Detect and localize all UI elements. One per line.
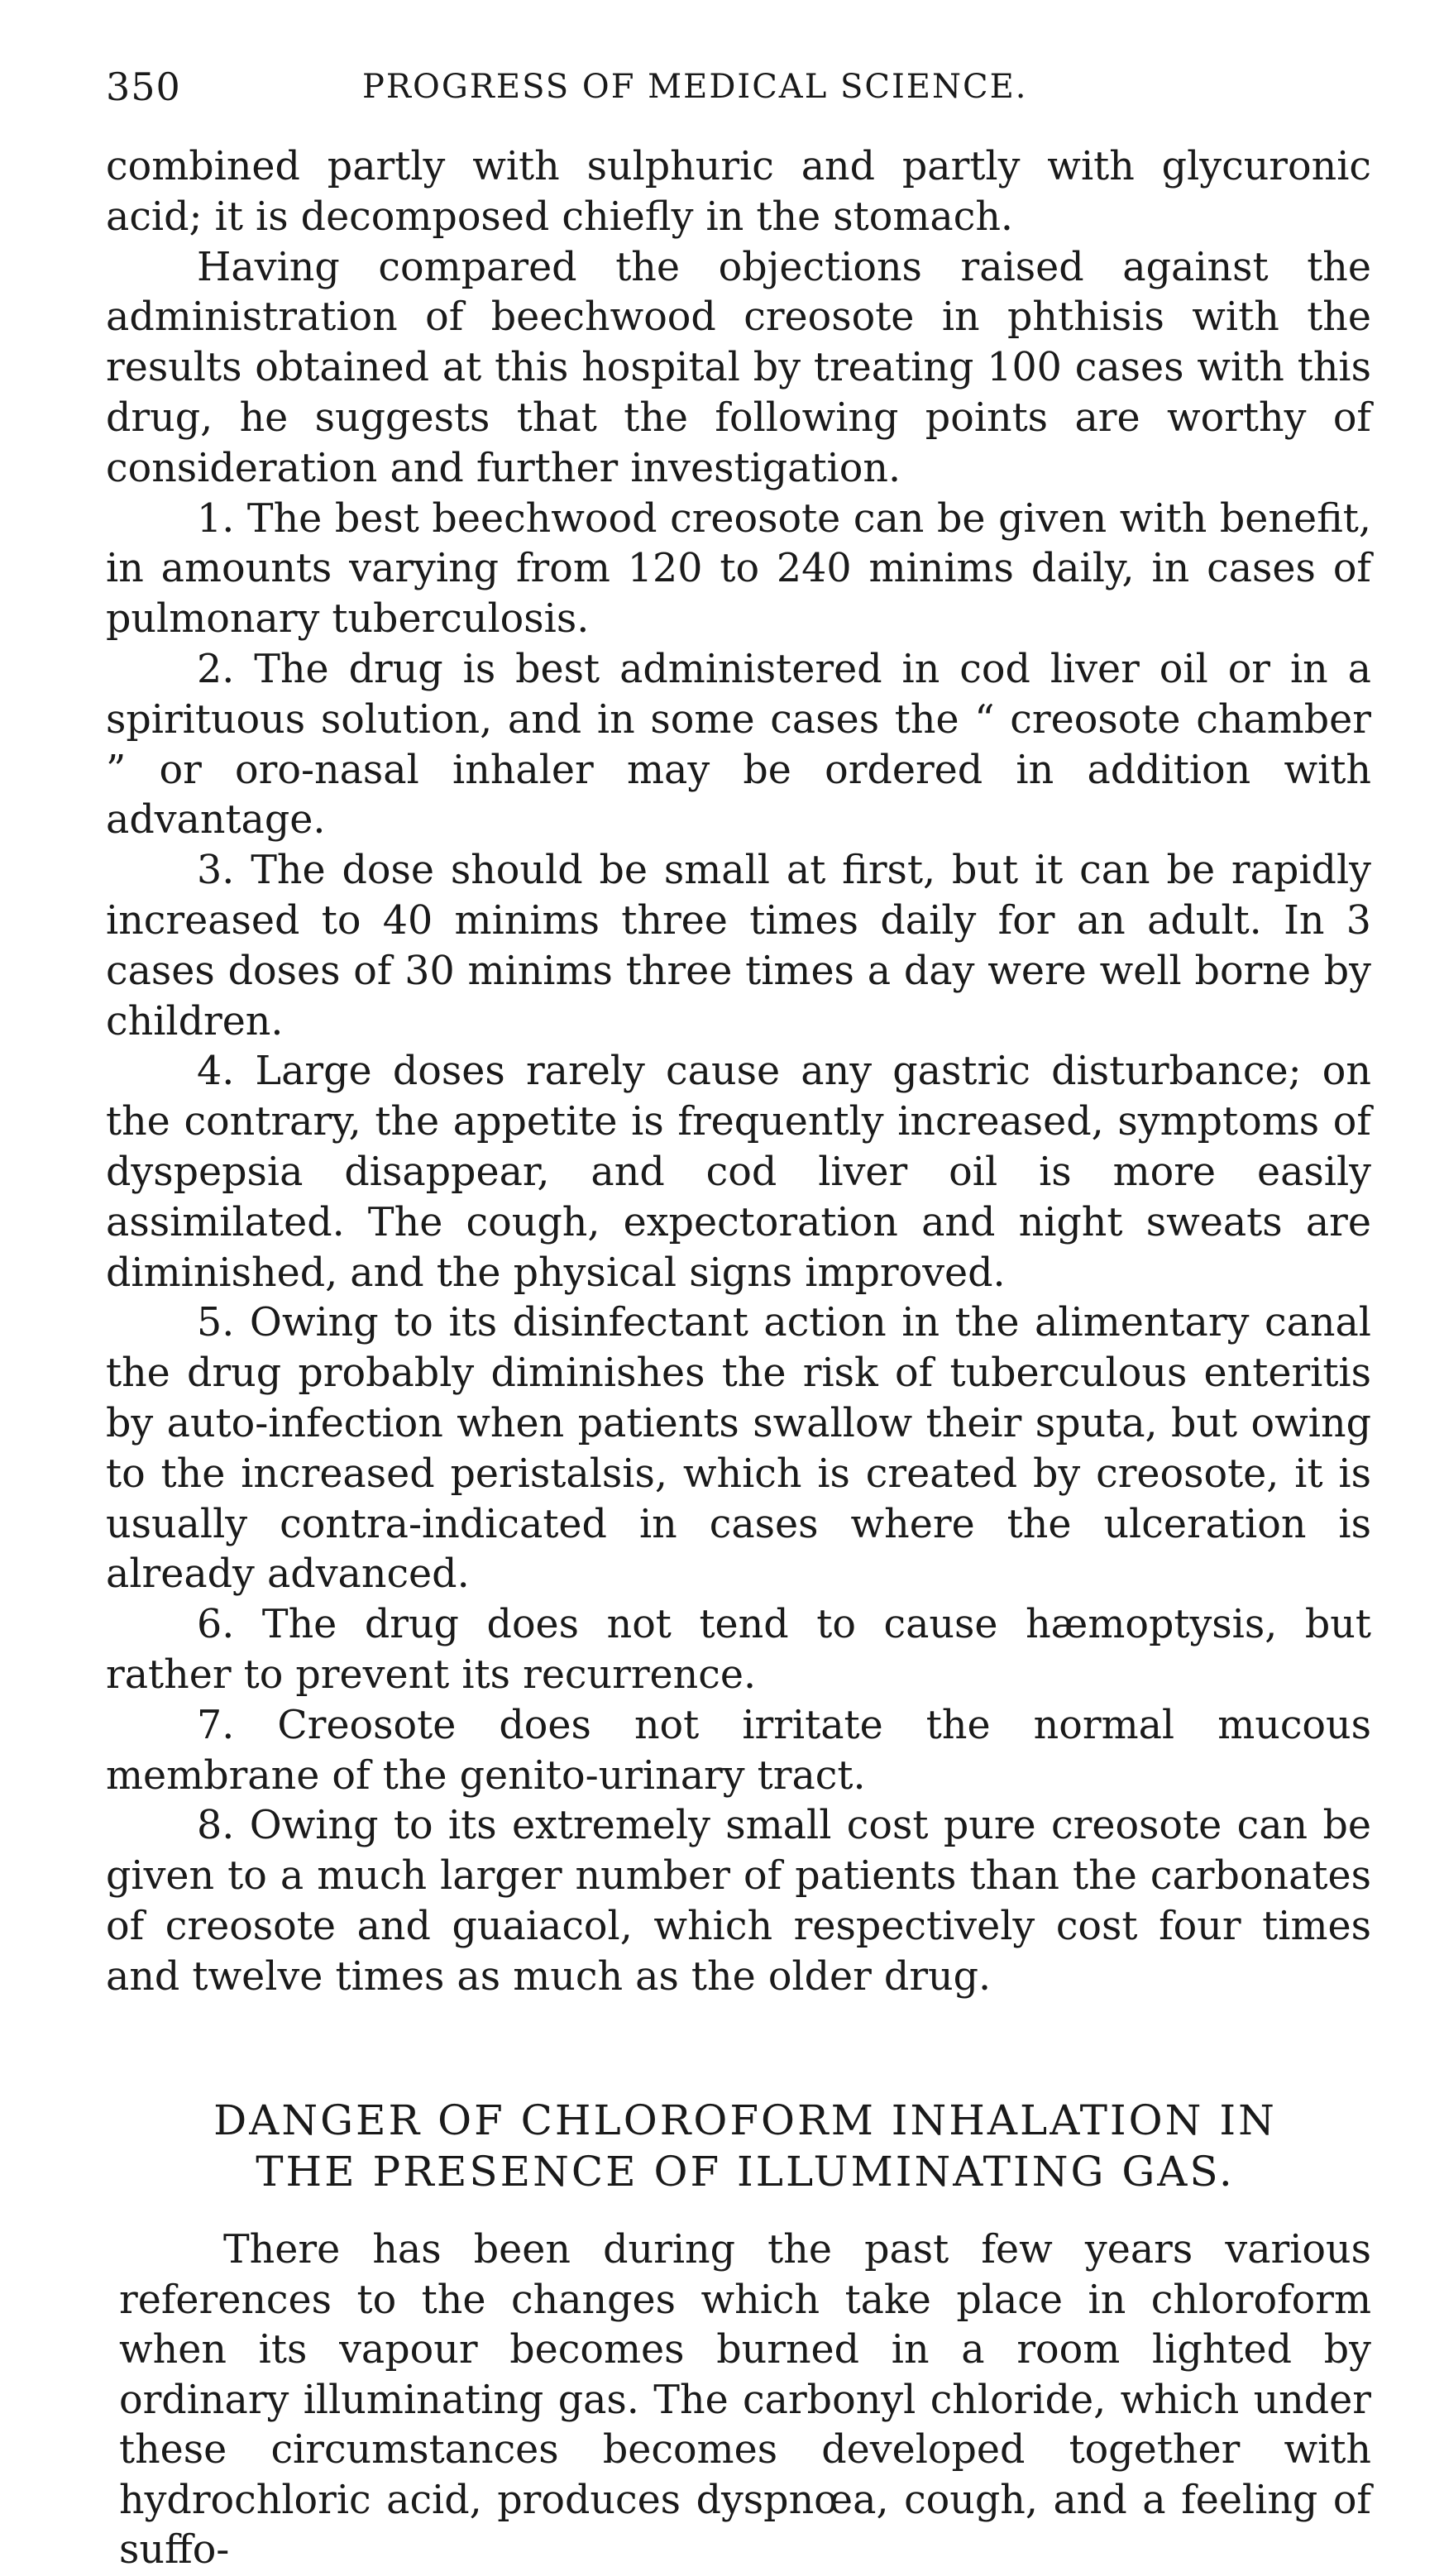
point-1: 1. The best beechwood creosote can be given with benefit, in amounts varying from 120 to 240 minims daily, in cases of pulmonary tuberculosis. — [106, 495, 1371, 643]
section-paragraph: There has been during the past few years various references to the changes which take place in chloroform when its vapour becomes burned in a room lighted by ordinary illuminating gas. The carbonyl chloride, which under these circumstances becomes developed together with hydrochloric acid, produces dyspnœa, cough, and a feeling of suffo- — [119, 2227, 1371, 2574]
section-body — [106, 2225, 1371, 2576]
continuation-paragraph: combined partly with sulphuric and partly with glycuronic acid; it is decomposed chiefly in the stomach. — [106, 144, 1371, 240]
running-title: PROGRESS OF MEDICAL SCIENCE. — [362, 68, 1028, 106]
section-heading — [106, 2095, 1371, 2197]
point-3: 3. The dose should be small at first, but it can be rapidly increased to 40 minims three times daily for an adult. In 3 cases doses of 30 minims three times a day were well borne by children. — [106, 848, 1371, 1044]
intro-paragraph: Having compared the objections raised against the administration of beechwood creosote in phthisis with the results obtained at this hospital by treating 100 cases with this drug, he suggests that the following points are worthy of consideration and further investigation. — [106, 244, 1371, 491]
point-4: 4. Large doses rarely cause any gastric disturbance; on the contrary, the appetite is frequently increased, symptoms of dyspepsia disappear, and cod liver oil is more easily assimilated. The cough, expectoration and night sweats are diminished, and the physical signs improved. — [106, 1049, 1371, 1296]
point-8: 8. Owing to its extremely small cost pure creosote can be given to a much larger number of patients than the carbonates of creosote and guaiacol, which respectively cost four times and twelve times as much as the older drug. — [106, 1803, 1371, 2000]
running-head — [106, 65, 1371, 114]
section-heading-line-2: THE PRESENCE OF ILLUMINATING GAS. — [256, 2148, 1235, 2196]
point-6: 6. The drug does not tend to cause hæmoptysis, but rather to prevent its recurrence. — [106, 1602, 1371, 1698]
point-5: 5. Owing to its disinfectant action in the alimentary canal the drug probably diminishes the risk of tuberculous enteritis by auto-infection when patients swallow their sputa, but owing to the increased peristalsis, which is created by creosote, it is usually contra-indicated in cases where the ulceration is already advanced. — [106, 1300, 1371, 1598]
page-number: 350 — [106, 65, 181, 109]
section-heading-line-1: DANGER OF CHLOROFORM INHALATION IN — [213, 2096, 1277, 2145]
book-page — [106, 65, 1371, 2576]
point-7: 7. Creosote does not irritate the normal mucous membrane of the genito-urinary tract. — [106, 1702, 1371, 1799]
article-body — [106, 142, 1371, 2002]
point-2: 2. The drug is best administered in cod liver oil or in a spirituous solution, and in some cases the “ creosote chamber ” or oro-nasal inhaler may be ordered in addition with advantage. — [106, 646, 1371, 844]
